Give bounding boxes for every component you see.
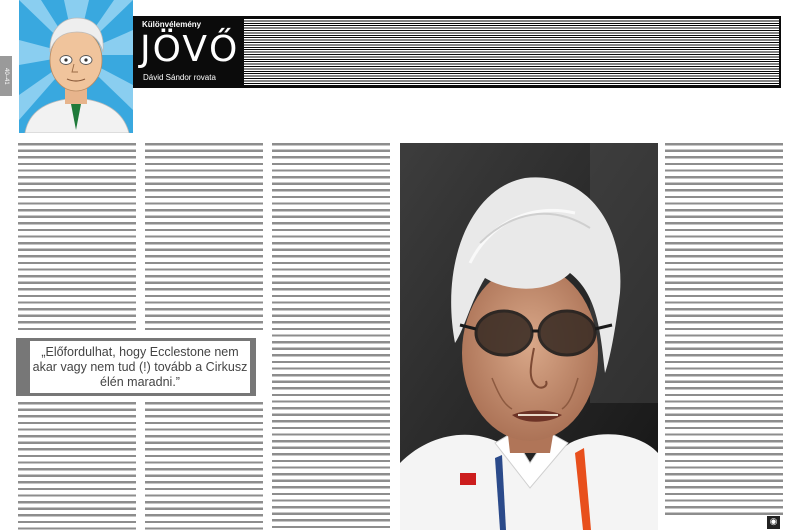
byline: Dávid Sándor rovata [143, 73, 216, 82]
columnist-portrait [19, 0, 133, 133]
body-column-3 [272, 143, 390, 530]
header-stripes [244, 18, 779, 86]
body-column-4 [665, 143, 783, 516]
page-number-tab: 40–41 [0, 56, 12, 96]
pull-quote-text: „Előfordulhat, hogy Ecclestone nem akar vagy nem tud (!) tovább a Cirkusz élén maradni.” [32, 344, 248, 389]
portrait-photo [400, 143, 658, 530]
body-column-2a [145, 143, 263, 332]
page-title: JÖVŐ [140, 29, 240, 70]
section-kicker: Különvélemény [142, 20, 202, 29]
body-column-1a [18, 143, 136, 332]
body-column-1b [18, 402, 136, 530]
magazine-logo-icon: ◉ [767, 516, 780, 529]
body-column-2b [145, 402, 263, 530]
pull-quote [16, 338, 256, 396]
